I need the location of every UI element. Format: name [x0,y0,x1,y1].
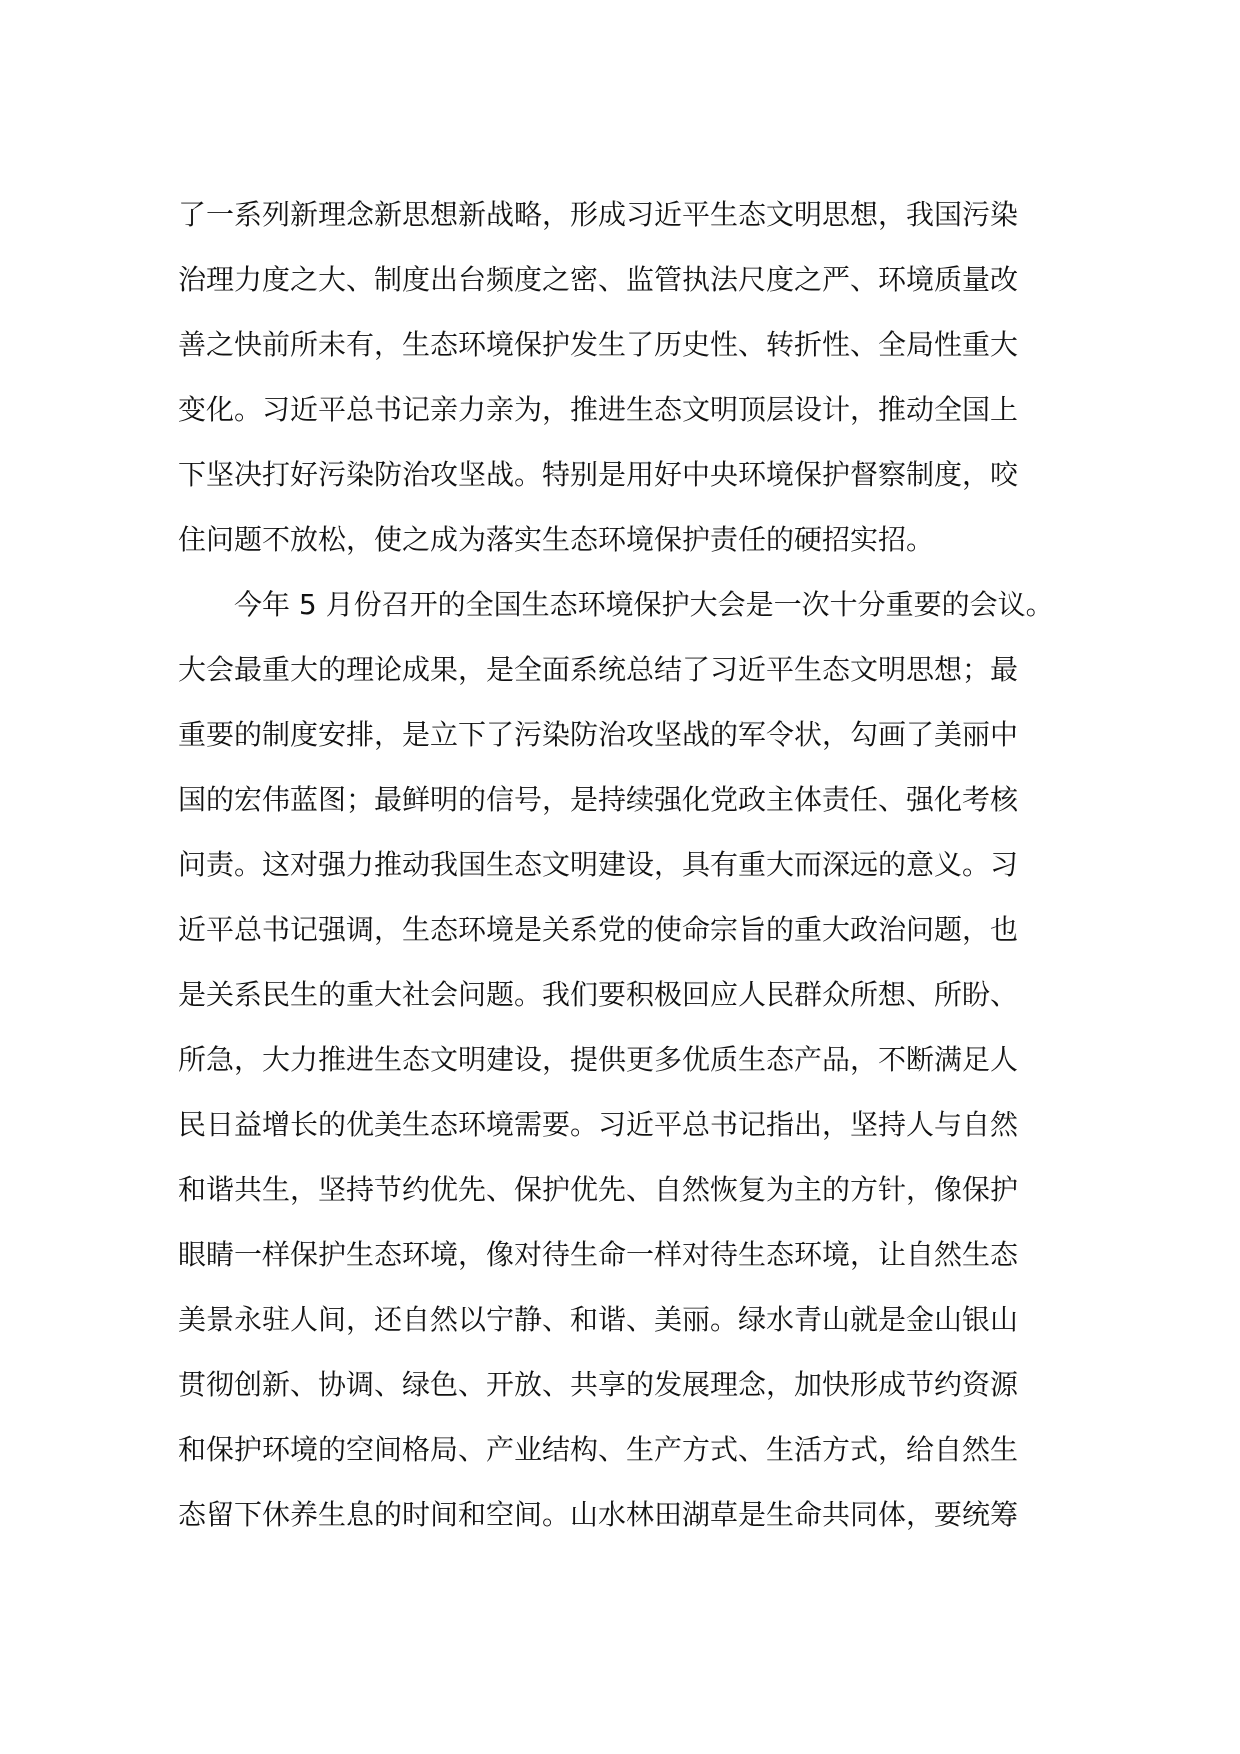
text-line: 了一系列新理念新思想新战略，形成习近平生态文明思想，我国污染 [178,198,1019,231]
text-line: 变化。习近平总书记亲力亲为，推进生态文明顶层设计，推动全国上 [178,393,1019,426]
text-line: 问责。这对强力推动我国生态文明建设，具有重大而深远的意义。习 [178,848,1019,881]
text-line: 贯彻创新、协调、绿色、开放、共享的发展理念，加快形成节约资源 [178,1368,1019,1401]
text-line: 态留下休养生息的时间和空间。山水林田湖草是生命共同体，要统筹 [178,1498,1019,1531]
text-line: 住问题不放松，使之成为落实生态环境保护责任的硬招实招。 [178,523,935,556]
paragraph-start-line: 今年 5 月份召开的全国生态环境保护大会是一次十分重要的会议。 [234,588,1054,621]
text-line: 和保护环境的空间格局、产业结构、生产方式、生活方式，给自然生 [178,1433,1019,1466]
text-line: 是关系民生的重大社会问题。我们要积极回应人民群众所想、所盼、 [178,978,1019,1011]
body-text [178,182,1078,1547]
text-line: 民日益增长的优美生态环境需要。习近平总书记指出，坚持人与自然 [178,1108,1019,1141]
text-line: 下坚决打好污染防治攻坚战。特别是用好中央环境保护督察制度，咬 [178,458,1019,491]
text-line: 和谐共生，坚持节约优先、保护优先、自然恢复为主的方针，像保护 [178,1173,1019,1206]
text-line: 善之快前所未有，生态环境保护发生了历史性、转折性、全局性重大 [178,328,1019,361]
text-line: 国的宏伟蓝图；最鲜明的信号，是持续强化党政主体责任、强化考核 [178,783,1019,816]
text-line: 治理力度之大、制度出台频度之密、监管执法尺度之严、环境质量改 [178,263,1019,296]
text-line: 近平总书记强调，生态环境是关系党的使命宗旨的重大政治问题，也 [178,913,1019,946]
text-line: 大会最重大的理论成果，是全面系统总结了习近平生态文明思想；最 [178,653,1019,686]
text-line: 所急，大力推进生态文明建设，提供更多优质生态产品，不断满足人 [178,1043,1019,1076]
text-line: 重要的制度安排，是立下了污染防治攻坚战的军令状，勾画了美丽中 [178,718,1019,751]
text-line: 眼睛一样保护生态环境，像对待生命一样对待生态环境，让自然生态 [178,1238,1019,1271]
text-line: 美景永驻人间，还自然以宁静、和谐、美丽。绿水青山就是金山银山 [178,1303,1019,1336]
